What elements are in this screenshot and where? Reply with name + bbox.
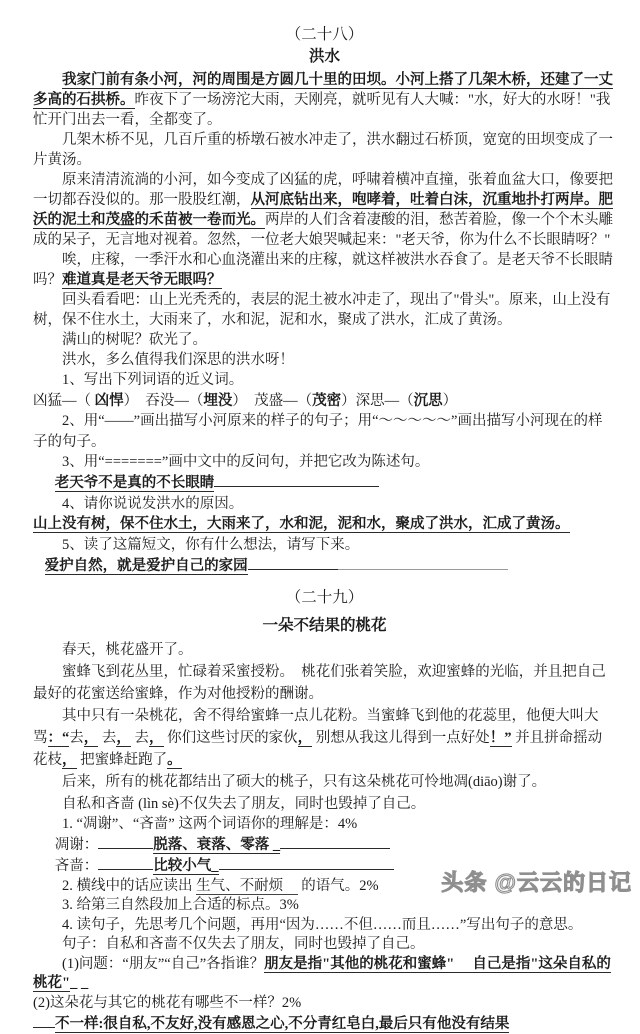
flood-paragraph-4 xyxy=(33,250,616,290)
text-run: 你们这些讨厌的家伙 xyxy=(163,729,298,746)
text-run: 3、用“=======”画中文中的反问句，并把它改为陈述句。 xyxy=(62,454,430,470)
text-run: _ _ xyxy=(70,975,89,992)
text-run: 唉，庄稼，一季汗水和心血浇灌出来的庄稼，就这样被洪水吞食了。是老天爷不长眼睛吗？ xyxy=(33,252,613,288)
text-run: 埋没 xyxy=(203,392,233,409)
flood-question-4 xyxy=(33,494,616,515)
peach-paragraph-5 xyxy=(33,793,616,815)
text-run: 不一样:很自私,不友好,没有感恩之心,不分青红皂白,最后只有他没有结果 xyxy=(55,1015,510,1032)
text-run: (1)问题：“朋友”“自己”各指谁？ xyxy=(62,955,265,972)
section-28-title-flood: 洪水 xyxy=(308,48,340,65)
answer-blank-line xyxy=(33,1013,55,1028)
answer-blank-line xyxy=(98,855,153,870)
text-run: 其中只有一朵桃花，舍不得给蜜蜂一点儿花粉。当蜜蜂飞到他的花蕊里，他便大叫大骂 xyxy=(33,707,599,746)
flood-question-5-answer xyxy=(33,555,616,576)
text-run: 5、读了这篇短文，你有什么想法，请写下来。 xyxy=(62,536,360,553)
text-run: 。 xyxy=(167,751,182,768)
peach-question-4-sentence xyxy=(33,935,616,955)
text-run: 我家门前有条小河，河的周围是方圆几十里的田坝。小河上搭了几架木桥，还建了一丈多高的石拱桥。 xyxy=(33,72,613,108)
text-run: 凶猛—（ xyxy=(33,392,95,409)
flood-question-1 xyxy=(33,370,616,391)
text-run: 两岸的人们含着凄酸的泪，愁苦着脸，像一个个木头雕成的呆子，无言地对视着。忽然，一位老大娘哭喊起来："老天爷，你为什么不长眼睛呀？" xyxy=(33,212,613,248)
text-run: 昨夜下了一场滂沱大雨，天刚亮，就听见有人大喊："水，好大的水呀！"我忙开门出去一看，全都变了。 xyxy=(33,92,611,128)
peach-question-1-answer-diaoxie xyxy=(33,834,616,855)
text-run: ， xyxy=(62,751,77,768)
section-29-number: （二十九） xyxy=(285,588,364,606)
text-run: 2. 横线中的话应读出 xyxy=(62,877,197,894)
peach-question-4-sub2 xyxy=(33,994,616,1014)
flood-question-2 xyxy=(33,411,616,452)
text-run: 老天爷不是真的不长眼睛 xyxy=(54,475,215,492)
section-29-title-peach-blossom: 一朵不结果的桃花 xyxy=(262,616,387,634)
text-run: 春天，桃花盛开了。 xyxy=(62,641,193,658)
text-run: 爱护自然，就是爱护自己的家园 xyxy=(44,558,248,575)
text-run: 蜜蜂飞到花丛里，忙碌着采蜜授粉。 桃花们张着笑脸，欢迎蜜蜂的光临，并且把自己最好的花蜜送给蜜蜂，作为对他授粉的酬谢。 xyxy=(33,663,606,702)
text-run: 几架木桥不见，几百斤重的桥墩石被水冲走了，洪水翻过石桥顶，宽宽的田坝变成了一片黄汤。 xyxy=(33,132,613,168)
text-run: 去 xyxy=(130,729,149,746)
flood-paragraph-6 xyxy=(33,330,616,350)
peach-paragraph-1 xyxy=(33,639,616,661)
peach-question-4-sub1-with-answer xyxy=(33,955,616,994)
peach-paragraph-4 xyxy=(33,771,616,793)
text-run: ！” xyxy=(489,729,512,746)
text-run: 3. 给第三自然段加上合适的标点。3% xyxy=(62,897,299,914)
answer-blank-line xyxy=(219,855,394,870)
flood-paragraph-1 xyxy=(33,70,616,130)
text-run: 脱落、衰落、零落 _ xyxy=(153,836,281,853)
text-run: 去 xyxy=(69,729,84,746)
peach-paragraph-3 xyxy=(33,705,616,771)
text-run: ， xyxy=(297,729,313,746)
text-run: 茂密 xyxy=(312,392,342,409)
text-run: 回头看看吧：山上光秃秃的，表层的泥土被水冲走了，现出了"骨头"。原来，山上没有树，保不住水土，大雨来了，水和泥，泥和水，聚成了洪水，汇成了黄汤。 xyxy=(33,292,611,328)
flood-paragraph-5 xyxy=(33,290,616,330)
text-run: 并且拼命摇动花枝 xyxy=(33,729,603,768)
text-run: ， xyxy=(116,729,131,746)
text-run: 把蜜蜂赶跑了 xyxy=(76,751,168,768)
text-run: 1. “凋谢”、“吝啬” 这两个词语你的理解是：4% xyxy=(62,815,358,832)
text-run: 的语气。2% xyxy=(297,877,379,894)
text-run: 凋谢： xyxy=(54,836,99,853)
section-28-number: （二十八） xyxy=(285,26,364,43)
text-run: 凶悍 xyxy=(94,392,124,409)
text-run: ） xyxy=(442,392,458,409)
answer-blank-line xyxy=(280,834,390,849)
text-run: 从河底钻出来，咆哮着，吐着白沫，沉重地扑打两岸。肥沃的泥土和茂盛的禾苗被一卷而光。 xyxy=(33,192,613,228)
text-run: 后来，所有的桃花都结出了硕大的桃子，只有这朵桃花可怜地凋(diāo)谢了。 xyxy=(62,773,547,790)
answer-blank-line xyxy=(214,473,379,488)
flood-question-4-answer xyxy=(33,514,616,535)
flood-paragraph-7 xyxy=(33,350,616,370)
flood-paragraph-3 xyxy=(33,170,616,250)
peach-question-4 xyxy=(33,916,616,936)
peach-paragraph-2 xyxy=(33,661,616,705)
text-run: ：“ xyxy=(47,729,70,746)
peach-question-4-sub2-answer xyxy=(33,1013,616,1034)
text-run: 4、请你说说发洪水的原因。 xyxy=(62,495,244,512)
peach-question-1 xyxy=(33,815,616,835)
text-run: 句子：自私和吝啬不仅失去了朋友，同时也毁掉了自己。 xyxy=(62,936,425,953)
text-run: 4. 读句子，先思考几个问题，再用“因为……不但……而且……”写出句子的意思。 xyxy=(62,916,583,933)
text-run: 别想从我这儿得到一点好处 xyxy=(312,729,490,746)
text-run: 满山的树呢？砍光了。 xyxy=(62,332,207,348)
text-run: (2)这朵花与其它的桃花有哪些不一样？2% xyxy=(33,994,302,1011)
text-run: 1、写出下列词语的近义词。 xyxy=(62,372,244,388)
text-run: ） 吞没—（ xyxy=(123,392,204,409)
flood-question-3 xyxy=(33,452,616,473)
text-run: 生气、不耐烦 xyxy=(196,877,298,894)
flood-question-5 xyxy=(33,535,616,556)
text-run: 自私和吝啬 (lìn sè)不仅失去了朋友，同时也毁掉了自己。 xyxy=(62,795,426,812)
text-run: 2、用“——”画出描写小河原来的样子的句子；用“～～～～～”画出描写小河现在的样子的句子。 xyxy=(33,413,603,450)
watermark-toutiao-yunyun-diary: 头条 @云云的日记 xyxy=(441,870,632,895)
flood-paragraph-2 xyxy=(33,130,616,170)
answer-blank-line xyxy=(338,555,508,570)
answer-blank-line xyxy=(98,834,153,849)
text-run: ， xyxy=(149,729,164,746)
text-run: ）深思—（ xyxy=(341,392,414,409)
peach-question-3 xyxy=(33,896,616,916)
text-run: 山上没有树，保不住水土，大雨来了，水和泥，泥和水，聚成了洪水，汇成了黄汤。 xyxy=(33,516,570,533)
text-run: 原来清清流淌的小河，如今变成了凶猛的虎，呼啸着横冲直撞，张着血盆大口，像要把一切都吞没似的。那一股股红潮， xyxy=(33,172,613,208)
text-run: 比较小气_ xyxy=(153,858,219,875)
text-run: ， xyxy=(83,729,99,746)
text-run: 难道真是老天爷无眼吗？ xyxy=(62,272,222,288)
flood-question-1-answer xyxy=(33,391,616,412)
text-run: 洪水，多么值得我们深思的洪水呀！ xyxy=(62,352,294,368)
text-run: 吝啬： xyxy=(54,858,99,875)
text-run: 朋友是指"其他的桃花和蜜蜂" 自己是指"这朵自私的桃花" xyxy=(33,955,611,992)
text-run: ） 茂盛—（ xyxy=(232,392,313,409)
answer-blank-line xyxy=(248,555,338,570)
text-run: 去 xyxy=(98,729,117,746)
flood-question-3-answer xyxy=(33,473,616,494)
text-run: 沉思 xyxy=(413,392,443,409)
